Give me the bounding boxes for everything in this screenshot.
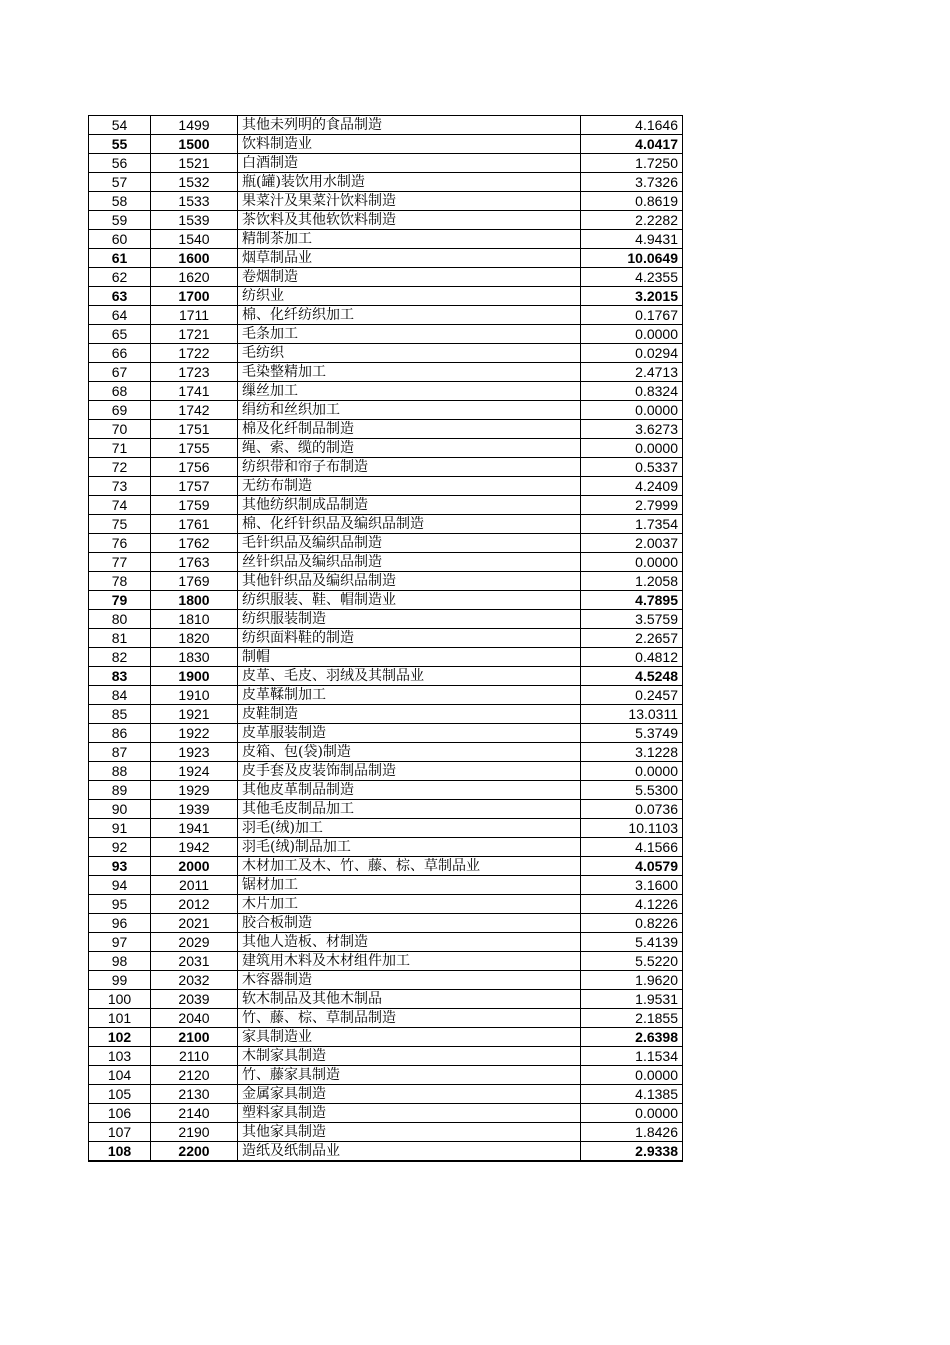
industry-code-cell: 1922 — [151, 724, 238, 743]
table-row — [89, 1066, 683, 1085]
industry-name-cell: 锯材加工 — [238, 876, 581, 895]
table-row — [89, 705, 683, 724]
table-row — [89, 610, 683, 629]
value-cell: 3.7326 — [581, 173, 683, 192]
industry-name-cell: 纺织服装、鞋、帽制造业 — [238, 591, 581, 610]
table-row — [89, 629, 683, 648]
value-cell: 1.7354 — [581, 515, 683, 534]
table-row — [89, 1085, 683, 1104]
value-cell: 3.6273 — [581, 420, 683, 439]
industry-code-cell: 2110 — [151, 1047, 238, 1066]
row-index-cell: 79 — [89, 591, 151, 610]
table-row — [89, 325, 683, 344]
table-body — [89, 116, 683, 1162]
industry-code-cell: 1941 — [151, 819, 238, 838]
table-row — [89, 116, 683, 135]
industry-code-cell: 2200 — [151, 1142, 238, 1162]
industry-name-cell: 其他皮革制品制造 — [238, 781, 581, 800]
row-index-cell: 71 — [89, 439, 151, 458]
industry-code-cell: 2039 — [151, 990, 238, 1009]
industry-code-cell: 1757 — [151, 477, 238, 496]
row-index-cell: 99 — [89, 971, 151, 990]
table-row — [89, 857, 683, 876]
row-index-cell: 78 — [89, 572, 151, 591]
value-cell: 2.9338 — [581, 1142, 683, 1162]
value-cell: 1.8426 — [581, 1123, 683, 1142]
industry-name-cell: 棉、化纤针织品及编织品制造 — [238, 515, 581, 534]
table-row — [89, 667, 683, 686]
industry-code-cell: 1900 — [151, 667, 238, 686]
industry-code-cell: 2040 — [151, 1009, 238, 1028]
industry-code-cell: 1721 — [151, 325, 238, 344]
table-row — [89, 990, 683, 1009]
table-row — [89, 135, 683, 154]
industry-code-cell: 1723 — [151, 363, 238, 382]
industry-name-cell: 羽毛(绒)加工 — [238, 819, 581, 838]
industry-code-cell: 1761 — [151, 515, 238, 534]
industry-name-cell: 卷烟制造 — [238, 268, 581, 287]
value-cell: 0.2457 — [581, 686, 683, 705]
row-index-cell: 68 — [89, 382, 151, 401]
industry-name-cell: 茶饮料及其他软饮料制造 — [238, 211, 581, 230]
value-cell: 4.1226 — [581, 895, 683, 914]
industry-code-cell: 1700 — [151, 287, 238, 306]
industry-code-cell: 2021 — [151, 914, 238, 933]
table-row — [89, 971, 683, 990]
value-cell: 4.1646 — [581, 116, 683, 135]
value-cell: 0.0294 — [581, 344, 683, 363]
value-cell: 5.5220 — [581, 952, 683, 971]
industry-name-cell: 绳、索、缆的制造 — [238, 439, 581, 458]
table-row — [89, 762, 683, 781]
row-index-cell: 84 — [89, 686, 151, 705]
value-cell: 1.1534 — [581, 1047, 683, 1066]
value-cell: 3.2015 — [581, 287, 683, 306]
row-index-cell: 101 — [89, 1009, 151, 1028]
table-row — [89, 306, 683, 325]
value-cell: 2.2282 — [581, 211, 683, 230]
table-row — [89, 268, 683, 287]
industry-name-cell: 白酒制造 — [238, 154, 581, 173]
industry-code-cell: 1521 — [151, 154, 238, 173]
value-cell: 1.9531 — [581, 990, 683, 1009]
row-index-cell: 107 — [89, 1123, 151, 1142]
value-cell: 0.0000 — [581, 439, 683, 458]
row-index-cell: 82 — [89, 648, 151, 667]
value-cell: 0.8619 — [581, 192, 683, 211]
industry-name-cell: 瓶(罐)装饮用水制造 — [238, 173, 581, 192]
industry-code-cell: 1539 — [151, 211, 238, 230]
value-cell: 5.3749 — [581, 724, 683, 743]
industry-code-cell: 1533 — [151, 192, 238, 211]
industry-name-cell: 皮手套及皮装饰制品制造 — [238, 762, 581, 781]
value-cell: 0.1767 — [581, 306, 683, 325]
industry-name-cell: 制帽 — [238, 648, 581, 667]
industry-code-cell: 1924 — [151, 762, 238, 781]
row-index-cell: 96 — [89, 914, 151, 933]
table-row — [89, 534, 683, 553]
value-cell: 1.9620 — [581, 971, 683, 990]
row-index-cell: 67 — [89, 363, 151, 382]
value-cell: 4.0417 — [581, 135, 683, 154]
industry-code-cell: 1929 — [151, 781, 238, 800]
industry-code-cell: 2029 — [151, 933, 238, 952]
table-row — [89, 952, 683, 971]
row-index-cell: 81 — [89, 629, 151, 648]
row-index-cell: 56 — [89, 154, 151, 173]
value-cell: 5.4139 — [581, 933, 683, 952]
industry-name-cell: 其他针织品及编织品制造 — [238, 572, 581, 591]
table-row — [89, 1009, 683, 1028]
industry-name-cell: 烟草制品业 — [238, 249, 581, 268]
industry-code-cell: 1751 — [151, 420, 238, 439]
industry-name-cell: 毛纺织 — [238, 344, 581, 363]
row-index-cell: 61 — [89, 249, 151, 268]
table-row — [89, 192, 683, 211]
row-index-cell: 77 — [89, 553, 151, 572]
industry-name-cell: 皮鞋制造 — [238, 705, 581, 724]
industry-code-cell: 1722 — [151, 344, 238, 363]
industry-code-cell: 1620 — [151, 268, 238, 287]
row-index-cell: 89 — [89, 781, 151, 800]
value-cell: 4.1385 — [581, 1085, 683, 1104]
value-cell: 0.4812 — [581, 648, 683, 667]
industry-code-cell: 1769 — [151, 572, 238, 591]
industry-name-cell: 毛染整精加工 — [238, 363, 581, 382]
value-cell: 2.4713 — [581, 363, 683, 382]
row-index-cell: 54 — [89, 116, 151, 135]
table-row — [89, 344, 683, 363]
industry-code-cell: 2140 — [151, 1104, 238, 1123]
industry-name-cell: 皮革鞣制加工 — [238, 686, 581, 705]
value-cell: 2.7999 — [581, 496, 683, 515]
industry-code-cell: 2100 — [151, 1028, 238, 1047]
value-cell: 4.0579 — [581, 857, 683, 876]
row-index-cell: 105 — [89, 1085, 151, 1104]
row-index-cell: 72 — [89, 458, 151, 477]
industry-code-cell: 1762 — [151, 534, 238, 553]
industry-name-cell: 果菜汁及果菜汁饮料制造 — [238, 192, 581, 211]
industry-name-cell: 皮箱、包(袋)制造 — [238, 743, 581, 762]
row-index-cell: 73 — [89, 477, 151, 496]
table-row — [89, 515, 683, 534]
value-cell: 3.1228 — [581, 743, 683, 762]
value-cell: 13.0311 — [581, 705, 683, 724]
industry-code-cell: 2032 — [151, 971, 238, 990]
industry-name-cell: 建筑用木料及木材组件加工 — [238, 952, 581, 971]
industry-name-cell: 木容器制造 — [238, 971, 581, 990]
industry-code-cell: 1499 — [151, 116, 238, 135]
industry-name-cell: 胶合板制造 — [238, 914, 581, 933]
industry-code-cell: 1800 — [151, 591, 238, 610]
industry-code-cell: 1942 — [151, 838, 238, 857]
industry-code-cell: 1500 — [151, 135, 238, 154]
row-index-cell: 88 — [89, 762, 151, 781]
value-cell: 4.2409 — [581, 477, 683, 496]
industry-data-table — [88, 115, 683, 1162]
table-row — [89, 895, 683, 914]
value-cell: 2.6398 — [581, 1028, 683, 1047]
industry-name-cell: 棉、化纤纺织加工 — [238, 306, 581, 325]
industry-code-cell: 1540 — [151, 230, 238, 249]
table-row — [89, 1047, 683, 1066]
row-index-cell: 59 — [89, 211, 151, 230]
industry-name-cell: 毛针织品及编织品制造 — [238, 534, 581, 553]
row-index-cell: 69 — [89, 401, 151, 420]
table-row — [89, 553, 683, 572]
table-row — [89, 477, 683, 496]
industry-name-cell: 竹、藤家具制造 — [238, 1066, 581, 1085]
table-row — [89, 781, 683, 800]
value-cell: 0.0000 — [581, 401, 683, 420]
industry-code-cell: 2011 — [151, 876, 238, 895]
value-cell: 0.0000 — [581, 1066, 683, 1085]
row-index-cell: 95 — [89, 895, 151, 914]
industry-code-cell: 1759 — [151, 496, 238, 515]
row-index-cell: 58 — [89, 192, 151, 211]
industry-name-cell: 纺织业 — [238, 287, 581, 306]
table-row — [89, 572, 683, 591]
table-row — [89, 914, 683, 933]
value-cell: 3.1600 — [581, 876, 683, 895]
value-cell: 0.5337 — [581, 458, 683, 477]
industry-name-cell: 丝针织品及编织品制造 — [238, 553, 581, 572]
value-cell: 4.1566 — [581, 838, 683, 857]
table-row — [89, 1123, 683, 1142]
table-row — [89, 211, 683, 230]
value-cell: 1.2058 — [581, 572, 683, 591]
row-index-cell: 102 — [89, 1028, 151, 1047]
table-row — [89, 439, 683, 458]
industry-code-cell: 1763 — [151, 553, 238, 572]
industry-code-cell: 1755 — [151, 439, 238, 458]
industry-name-cell: 软木制品及其他木制品 — [238, 990, 581, 1009]
row-index-cell: 91 — [89, 819, 151, 838]
row-index-cell: 70 — [89, 420, 151, 439]
value-cell: 10.1103 — [581, 819, 683, 838]
table-row — [89, 933, 683, 952]
row-index-cell: 57 — [89, 173, 151, 192]
industry-name-cell: 其他人造板、材制造 — [238, 933, 581, 952]
table-row — [89, 401, 683, 420]
industry-code-cell: 1910 — [151, 686, 238, 705]
row-index-cell: 87 — [89, 743, 151, 762]
industry-code-cell: 1923 — [151, 743, 238, 762]
industry-name-cell: 家具制造业 — [238, 1028, 581, 1047]
industry-code-cell: 1711 — [151, 306, 238, 325]
row-index-cell: 85 — [89, 705, 151, 724]
industry-name-cell: 棉及化纤制品制造 — [238, 420, 581, 439]
value-cell: 1.7250 — [581, 154, 683, 173]
row-index-cell: 64 — [89, 306, 151, 325]
industry-code-cell: 2190 — [151, 1123, 238, 1142]
table-row — [89, 230, 683, 249]
industry-name-cell: 金属家具制造 — [238, 1085, 581, 1104]
row-index-cell: 76 — [89, 534, 151, 553]
value-cell: 2.1855 — [581, 1009, 683, 1028]
table-row — [89, 686, 683, 705]
value-cell: 0.8324 — [581, 382, 683, 401]
industry-name-cell: 毛条加工 — [238, 325, 581, 344]
row-index-cell: 66 — [89, 344, 151, 363]
value-cell: 2.0037 — [581, 534, 683, 553]
industry-name-cell: 羽毛(绒)制品加工 — [238, 838, 581, 857]
industry-name-cell: 其他家具制造 — [238, 1123, 581, 1142]
industry-name-cell: 纺织面料鞋的制造 — [238, 629, 581, 648]
value-cell: 2.2657 — [581, 629, 683, 648]
row-index-cell: 94 — [89, 876, 151, 895]
row-index-cell: 86 — [89, 724, 151, 743]
table-row — [89, 800, 683, 819]
industry-name-cell: 饮料制造业 — [238, 135, 581, 154]
row-index-cell: 98 — [89, 952, 151, 971]
industry-name-cell: 皮革、毛皮、羽绒及其制品业 — [238, 667, 581, 686]
row-index-cell: 104 — [89, 1066, 151, 1085]
table-row — [89, 838, 683, 857]
industry-name-cell: 木材加工及木、竹、藤、棕、草制品业 — [238, 857, 581, 876]
industry-code-cell: 2031 — [151, 952, 238, 971]
row-index-cell: 62 — [89, 268, 151, 287]
industry-code-cell: 1820 — [151, 629, 238, 648]
row-index-cell: 60 — [89, 230, 151, 249]
row-index-cell: 106 — [89, 1104, 151, 1123]
industry-name-cell: 无纺布制造 — [238, 477, 581, 496]
table-row — [89, 173, 683, 192]
industry-code-cell: 1810 — [151, 610, 238, 629]
industry-name-cell: 缫丝加工 — [238, 382, 581, 401]
value-cell: 4.9431 — [581, 230, 683, 249]
value-cell: 4.5248 — [581, 667, 683, 686]
industry-code-cell: 2120 — [151, 1066, 238, 1085]
table-row — [89, 363, 683, 382]
table-row — [89, 382, 683, 401]
table-row — [89, 743, 683, 762]
table-row — [89, 724, 683, 743]
industry-name-cell: 其他未列明的食品制造 — [238, 116, 581, 135]
industry-code-cell: 1939 — [151, 800, 238, 819]
industry-name-cell: 塑料家具制造 — [238, 1104, 581, 1123]
value-cell: 0.0000 — [581, 1104, 683, 1123]
industry-name-cell: 其他纺织制成品制造 — [238, 496, 581, 515]
industry-name-cell: 绢纺和丝织加工 — [238, 401, 581, 420]
value-cell: 0.0000 — [581, 325, 683, 344]
industry-code-cell: 1921 — [151, 705, 238, 724]
row-index-cell: 108 — [89, 1142, 151, 1162]
industry-code-cell: 1830 — [151, 648, 238, 667]
value-cell: 0.0000 — [581, 762, 683, 781]
table-row — [89, 420, 683, 439]
row-index-cell: 83 — [89, 667, 151, 686]
table-row — [89, 648, 683, 667]
industry-name-cell: 皮革服装制造 — [238, 724, 581, 743]
row-index-cell: 55 — [89, 135, 151, 154]
industry-code-cell: 2130 — [151, 1085, 238, 1104]
row-index-cell: 90 — [89, 800, 151, 819]
row-index-cell: 74 — [89, 496, 151, 515]
industry-name-cell: 其他毛皮制品加工 — [238, 800, 581, 819]
table-row — [89, 496, 683, 515]
industry-name-cell: 精制茶加工 — [238, 230, 581, 249]
value-cell: 4.2355 — [581, 268, 683, 287]
table-row — [89, 1028, 683, 1047]
value-cell: 3.5759 — [581, 610, 683, 629]
industry-code-cell: 1600 — [151, 249, 238, 268]
row-index-cell: 65 — [89, 325, 151, 344]
value-cell: 10.0649 — [581, 249, 683, 268]
industry-code-cell: 1742 — [151, 401, 238, 420]
row-index-cell: 63 — [89, 287, 151, 306]
value-cell: 5.5300 — [581, 781, 683, 800]
industry-name-cell: 纺织服装制造 — [238, 610, 581, 629]
row-index-cell: 93 — [89, 857, 151, 876]
table-row — [89, 876, 683, 895]
value-cell: 0.0736 — [581, 800, 683, 819]
value-cell: 4.7895 — [581, 591, 683, 610]
row-index-cell: 97 — [89, 933, 151, 952]
value-cell: 0.8226 — [581, 914, 683, 933]
industry-code-cell: 2012 — [151, 895, 238, 914]
table-row — [89, 154, 683, 173]
table-row — [89, 249, 683, 268]
industry-name-cell: 竹、藤、棕、草制品制造 — [238, 1009, 581, 1028]
value-cell: 0.0000 — [581, 553, 683, 572]
industry-code-cell: 2000 — [151, 857, 238, 876]
row-index-cell: 103 — [89, 1047, 151, 1066]
table-row — [89, 1104, 683, 1123]
row-index-cell: 80 — [89, 610, 151, 629]
table-row — [89, 458, 683, 477]
industry-name-cell: 纺织带和帘子布制造 — [238, 458, 581, 477]
industry-name-cell: 木片加工 — [238, 895, 581, 914]
row-index-cell: 100 — [89, 990, 151, 1009]
table-row — [89, 1142, 683, 1162]
industry-code-cell: 1532 — [151, 173, 238, 192]
table-row — [89, 591, 683, 610]
table-row — [89, 287, 683, 306]
table-row — [89, 819, 683, 838]
industry-code-cell: 1756 — [151, 458, 238, 477]
row-index-cell: 92 — [89, 838, 151, 857]
industry-name-cell: 造纸及纸制品业 — [238, 1142, 581, 1162]
industry-name-cell: 木制家具制造 — [238, 1047, 581, 1066]
row-index-cell: 75 — [89, 515, 151, 534]
industry-code-cell: 1741 — [151, 382, 238, 401]
